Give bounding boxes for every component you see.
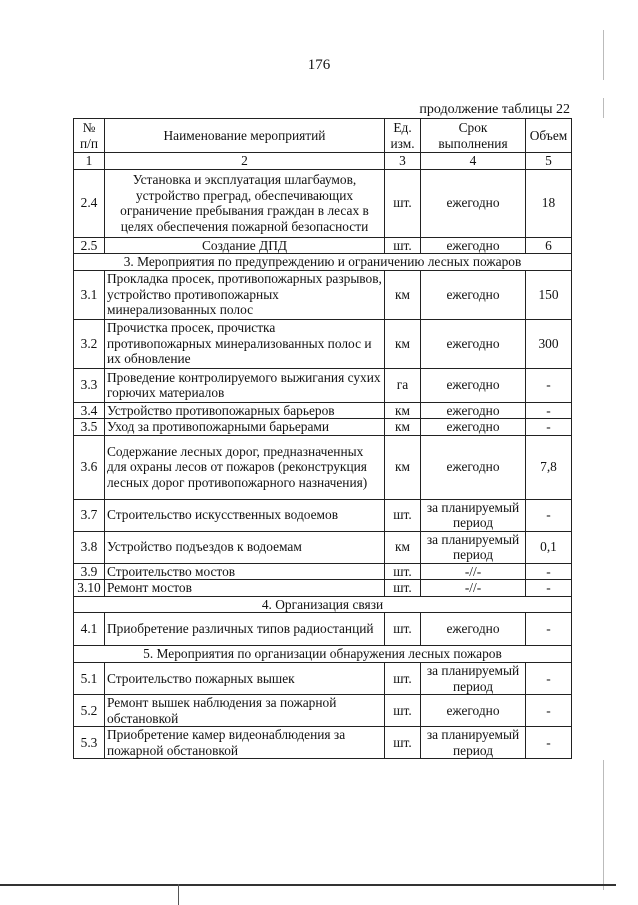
header-volume: Объем <box>526 119 572 153</box>
measure-term: ежегодно <box>421 402 526 419</box>
table-row <box>74 435 572 499</box>
measure-term: ежегодно <box>421 237 526 254</box>
header-unit: Ед. изм. <box>385 119 421 153</box>
scan-edge-mark <box>603 760 604 890</box>
measure-term: ежегодно <box>421 419 526 436</box>
measure-unit: шт. <box>385 727 421 759</box>
row-number: 3.9 <box>74 563 105 580</box>
col-number: 3 <box>385 153 421 170</box>
measure-name: Строительство пожарных вышек <box>105 663 385 695</box>
table-row <box>74 695 572 727</box>
measure-volume: - <box>526 419 572 436</box>
measure-name: Устройство подъездов к водоемам <box>105 531 385 563</box>
row-number: 3.2 <box>74 319 105 368</box>
measure-term: за планируемый период <box>421 663 526 695</box>
measure-term: ежегодно <box>421 613 526 646</box>
measure-unit: шт. <box>385 580 421 597</box>
section-title: 3. Мероприятия по предупреждению и ограничению лесных пожаров <box>74 254 572 271</box>
measure-name: Устройство противопожарных барьеров <box>105 402 385 419</box>
measure-name: Ремонт вышек наблюдения за пожарной обстановкой <box>105 695 385 727</box>
measure-unit: шт. <box>385 695 421 727</box>
table-row <box>74 499 572 531</box>
measure-unit: км <box>385 319 421 368</box>
measure-term: ежегодно <box>421 169 526 237</box>
col-number: 4 <box>421 153 526 170</box>
measure-term: за планируемый период <box>421 499 526 531</box>
measures-table <box>73 118 572 759</box>
section-row <box>74 254 572 271</box>
table-row <box>74 169 572 237</box>
measure-volume: - <box>526 563 572 580</box>
measure-name: Прочистка просек, прочистка противопожарных минерализованных полос и их обновление <box>105 319 385 368</box>
measure-term: -//- <box>421 563 526 580</box>
measure-unit: шт. <box>385 169 421 237</box>
table-continuation-label: продолжение таблицы 22 <box>419 102 570 117</box>
measure-volume: 150 <box>526 270 572 319</box>
measure-unit: га <box>385 368 421 402</box>
row-number: 5.3 <box>74 727 105 759</box>
measure-volume: - <box>526 402 572 419</box>
row-number: 2.5 <box>74 237 105 254</box>
measure-volume: 300 <box>526 319 572 368</box>
measure-term: ежегодно <box>421 270 526 319</box>
measure-volume: 18 <box>526 169 572 237</box>
table-row <box>74 270 572 319</box>
table-row <box>74 613 572 646</box>
table-row <box>74 368 572 402</box>
col-number: 1 <box>74 153 105 170</box>
measure-unit: км <box>385 270 421 319</box>
bottom-rule <box>0 884 616 886</box>
row-number: 3.10 <box>74 580 105 597</box>
col-number: 5 <box>526 153 572 170</box>
table-row <box>74 419 572 436</box>
measure-unit: шт. <box>385 563 421 580</box>
column-numbers-row <box>74 153 572 170</box>
measure-volume: 6 <box>526 237 572 254</box>
measure-name: Содержание лесных дорог, предназначенных для охраны лесов от пожаров (реконструкция лесных дорог противопожарного назначения) <box>105 435 385 499</box>
section-row <box>74 646 572 663</box>
measure-term: за планируемый период <box>421 727 526 759</box>
measure-volume: - <box>526 613 572 646</box>
measure-volume: - <box>526 499 572 531</box>
measure-name: Проведение контролируемого выжигания сухих горючих материалов <box>105 368 385 402</box>
table-row <box>74 727 572 759</box>
row-number: 5.1 <box>74 663 105 695</box>
measure-name: Строительство мостов <box>105 563 385 580</box>
section-title: 5. Мероприятия по организации обнаружения лесных пожаров <box>74 646 572 663</box>
table-row <box>74 663 572 695</box>
row-number: 2.4 <box>74 169 105 237</box>
measure-volume: - <box>526 727 572 759</box>
row-number: 3.1 <box>74 270 105 319</box>
measure-unit: км <box>385 419 421 436</box>
measure-volume: - <box>526 580 572 597</box>
measure-unit: км <box>385 435 421 499</box>
table-row <box>74 563 572 580</box>
measure-term: -//- <box>421 580 526 597</box>
measure-name: Приобретение камер видеонаблюдения за пожарной обстановкой <box>105 727 385 759</box>
measure-unit: км <box>385 402 421 419</box>
table-row <box>74 402 572 419</box>
measure-name: Установка и эксплуатация шлагбаумов, устройство преград, обеспечивающих ограничение пребывания граждан в лесах в целях обеспечения пожарной безопасности <box>105 169 385 237</box>
measure-name: Строительство искусственных водоемов <box>105 499 385 531</box>
measure-name: Создание ДПД <box>105 237 385 254</box>
measure-term: ежегодно <box>421 435 526 499</box>
scan-edge-mark <box>603 30 604 80</box>
row-number: 3.4 <box>74 402 105 419</box>
row-number: 3.8 <box>74 531 105 563</box>
measure-name: Ремонт мостов <box>105 580 385 597</box>
row-number: 3.5 <box>74 419 105 436</box>
header-row <box>74 119 572 153</box>
row-number: 3.3 <box>74 368 105 402</box>
table-row <box>74 237 572 254</box>
measure-term: ежегодно <box>421 695 526 727</box>
header-name: Наименование мероприятий <box>105 119 385 153</box>
header-term: Срок выполнения <box>421 119 526 153</box>
measure-unit: шт. <box>385 237 421 254</box>
scan-edge-mark <box>603 98 604 118</box>
col-number: 2 <box>105 153 385 170</box>
bottom-tick <box>178 884 179 905</box>
row-number: 5.2 <box>74 695 105 727</box>
table-row <box>74 531 572 563</box>
section-row <box>74 596 572 613</box>
measure-name: Уход за противопожарными барьерами <box>105 419 385 436</box>
measure-volume: 7,8 <box>526 435 572 499</box>
measure-volume: - <box>526 368 572 402</box>
measure-term: за планируемый период <box>421 531 526 563</box>
measure-name: Приобретение различных типов радиостанций <box>105 613 385 646</box>
measure-term: ежегодно <box>421 368 526 402</box>
row-number: 3.7 <box>74 499 105 531</box>
measure-unit: км <box>385 531 421 563</box>
measure-unit: шт. <box>385 663 421 695</box>
section-title: 4. Организация связи <box>74 596 572 613</box>
table-row <box>74 580 572 597</box>
header-num: № п/п <box>74 119 105 153</box>
measure-unit: шт. <box>385 499 421 531</box>
row-number: 4.1 <box>74 613 105 646</box>
page-number: 176 <box>307 57 331 73</box>
measure-volume: - <box>526 695 572 727</box>
measure-unit: шт. <box>385 613 421 646</box>
measure-name: Прокладка просек, противопожарных разрывов, устройство противопожарных минерализованных полос <box>105 270 385 319</box>
measure-term: ежегодно <box>421 319 526 368</box>
measure-volume: 0,1 <box>526 531 572 563</box>
row-number: 3.6 <box>74 435 105 499</box>
measure-volume: - <box>526 663 572 695</box>
table-row <box>74 319 572 368</box>
